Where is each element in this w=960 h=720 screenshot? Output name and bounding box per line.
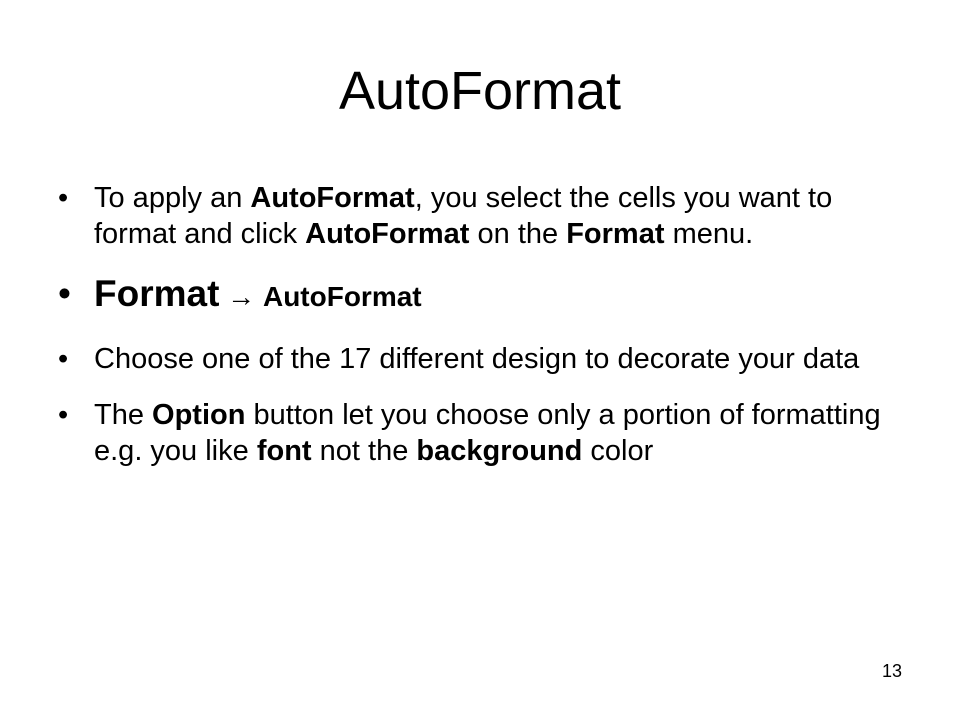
bullet-text: menu. bbox=[664, 218, 754, 250]
bullet-item-option-button bbox=[58, 397, 898, 469]
bullet-text: not the bbox=[311, 435, 417, 467]
bullet-point-icon: • bbox=[58, 182, 69, 214]
bullet-point-icon: • bbox=[58, 399, 69, 431]
bold-term-autoformat: AutoFormat bbox=[250, 182, 415, 214]
bullet-text: The bbox=[94, 399, 153, 431]
bold-term-autoformat: AutoFormat bbox=[305, 218, 470, 250]
bold-term-format: Format bbox=[566, 218, 665, 250]
menu-path-arrow: → bbox=[219, 281, 263, 312]
bullet-point-icon: • bbox=[58, 343, 69, 375]
bullet-point-icon: • bbox=[58, 273, 71, 314]
bullet-item-menu-path bbox=[58, 272, 898, 319]
bold-term-background: background bbox=[416, 435, 583, 467]
bullet-text: To apply an bbox=[94, 182, 251, 214]
slide-page-number: 13 bbox=[881, 661, 902, 681]
bullet-list bbox=[58, 180, 898, 469]
bullet-text: Choose one of the 17 different design to decorate your data bbox=[94, 343, 860, 375]
menu-path-format: Format bbox=[94, 273, 220, 314]
bold-term-option: Option bbox=[152, 399, 246, 431]
bold-term-font: font bbox=[256, 435, 312, 467]
bullet-text: on the bbox=[469, 218, 567, 250]
bullet-item-apply-autoformat bbox=[58, 180, 898, 252]
bullet-item-choose-design bbox=[58, 341, 898, 377]
slide-title: AutoFormat bbox=[338, 61, 622, 121]
bullet-text: button let you choose only a portion of formatting e.g. you like bbox=[94, 399, 881, 467]
menu-path-autoformat: AutoFormat bbox=[262, 281, 422, 312]
bullet-text: color bbox=[582, 435, 654, 467]
bullet-text: , you select the cells you want to format and click bbox=[94, 182, 833, 250]
